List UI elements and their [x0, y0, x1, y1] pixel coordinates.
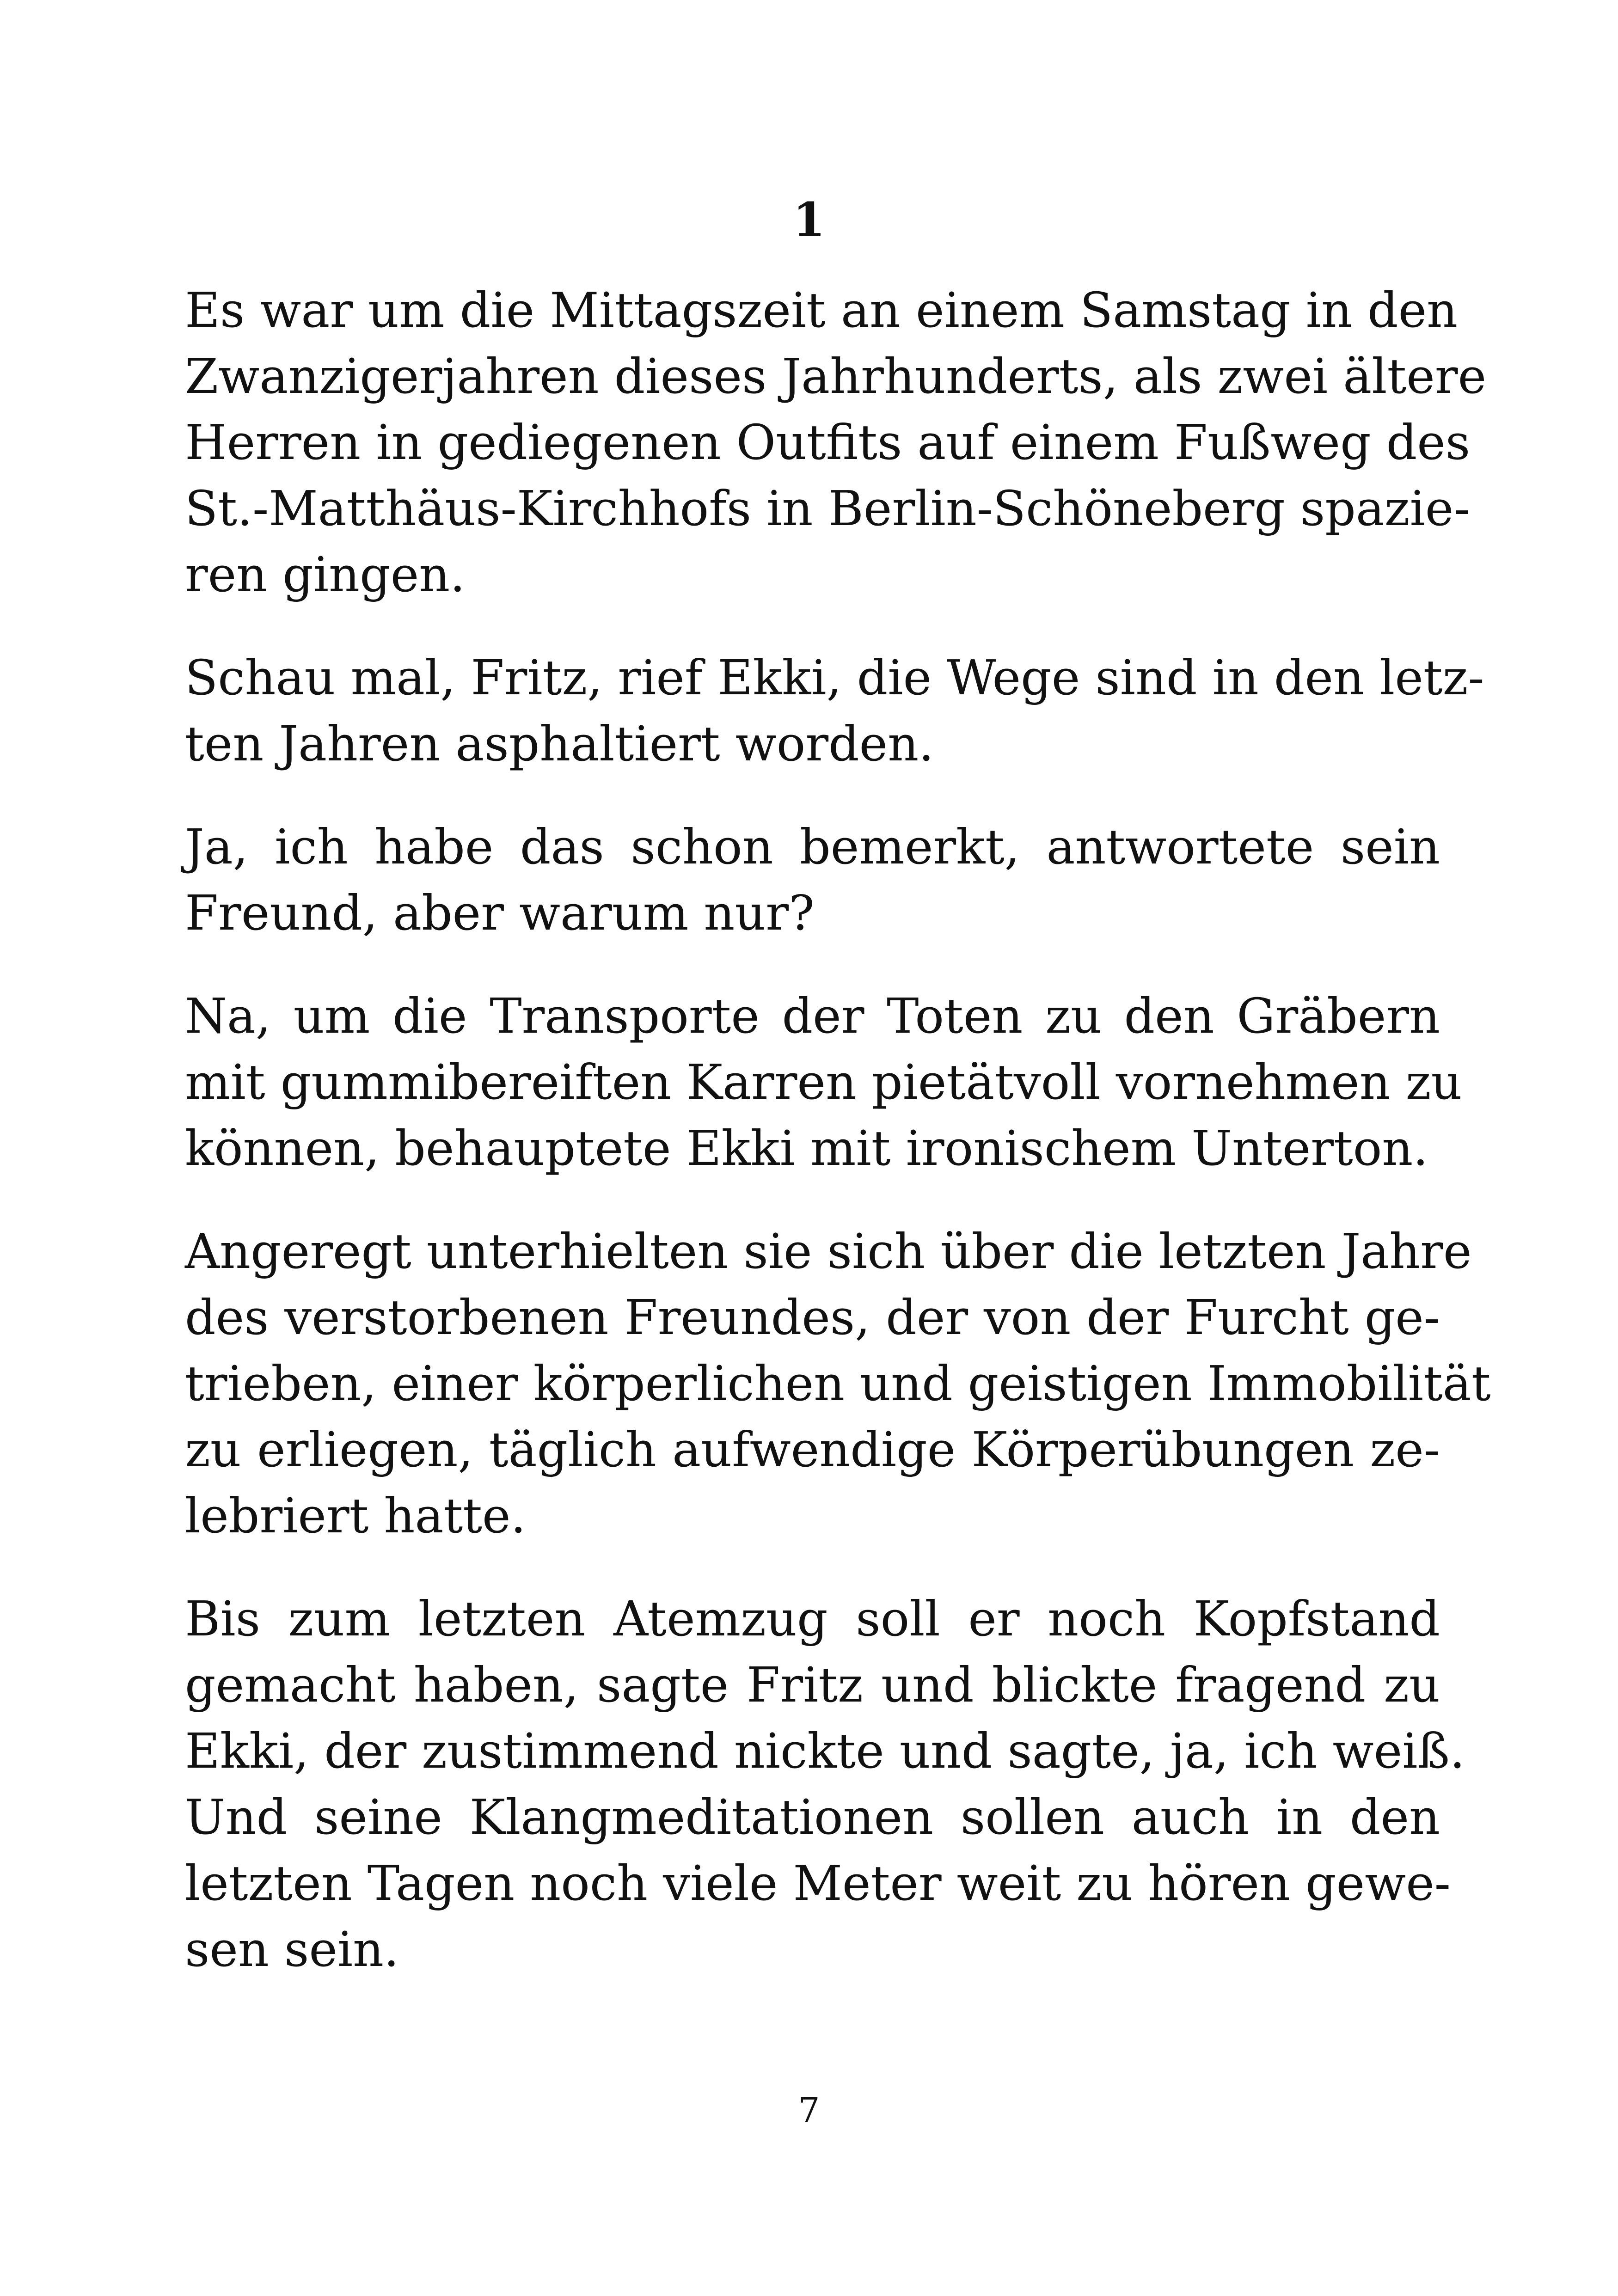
page-number: 7	[798, 2090, 820, 2130]
text-line: können, behauptete Ekki mit ironischem Unterton.	[185, 1120, 1428, 1176]
text-line: Bis zum letzten Atemzug soll er noch Kopfstand	[185, 1591, 1440, 1647]
text-line: des verstorbenen Freundes, der von der Furcht ge-	[185, 1289, 1440, 1346]
text-line: Na, um die Transporte der Toten zu den Gräbern	[185, 988, 1440, 1044]
paragraph-6	[185, 1586, 1465, 1983]
text-line: St.-Matthäus-Kirchhofs in Berlin-Schöneberg spazie-	[185, 480, 1470, 537]
text-line: Schau mal, Fritz, rief Ekki, die Wege sind in den letz-	[185, 649, 1484, 706]
paragraph-4	[185, 983, 1462, 1182]
text-line: letzten Tagen noch viele Meter weit zu hören gewe-	[185, 1855, 1451, 1911]
text-line: Herren in gediegenen Outfits auf einem Fußweg des	[185, 414, 1471, 471]
text-line: trieben, einer körperlichen und geistigen Immobilität	[185, 1355, 1491, 1412]
text-line: Und seine Klangmeditationen sollen auch in den	[185, 1789, 1440, 1845]
text-line: gemacht haben, sagte Fritz und blickte fragend zu	[185, 1657, 1440, 1713]
paragraph-2	[185, 645, 1484, 777]
text-line: Zwanzigerjahren dieses Jahrhunderts, als zwei ältere	[185, 348, 1487, 404]
text-line: zu erliegen, täglich aufwendige Körperübungen ze-	[185, 1421, 1440, 1478]
text-line: Ja, ich habe das schon bemerkt, antwortete sein	[185, 819, 1440, 875]
text-line: ten Jahren asphaltiert worden.	[185, 716, 934, 772]
chapter-body	[185, 277, 1491, 2020]
text-line: Ekki, der zustimmend nickte und sagte, ja, ich weiß.	[185, 1723, 1465, 1779]
text-line: lebriert hatte.	[185, 1488, 526, 1544]
paragraph-1	[185, 277, 1487, 608]
text-line: sen sein.	[185, 1921, 399, 1978]
text-line: mit gummibereiften Karren pietätvoll vornehmen zu	[185, 1054, 1462, 1110]
text-line: Es war um die Mittagszeit an einem Samstag in den	[185, 282, 1458, 338]
text-line: ren gingen.	[185, 546, 466, 603]
chapter-number: 1	[793, 192, 825, 247]
paragraph-5	[185, 1218, 1491, 1549]
paragraph-3	[185, 814, 1440, 946]
text-line: Freund, aber warum nur?	[185, 885, 815, 941]
text-line: Angeregt unterhielten sie sich über die letzten Jahre	[185, 1223, 1472, 1280]
